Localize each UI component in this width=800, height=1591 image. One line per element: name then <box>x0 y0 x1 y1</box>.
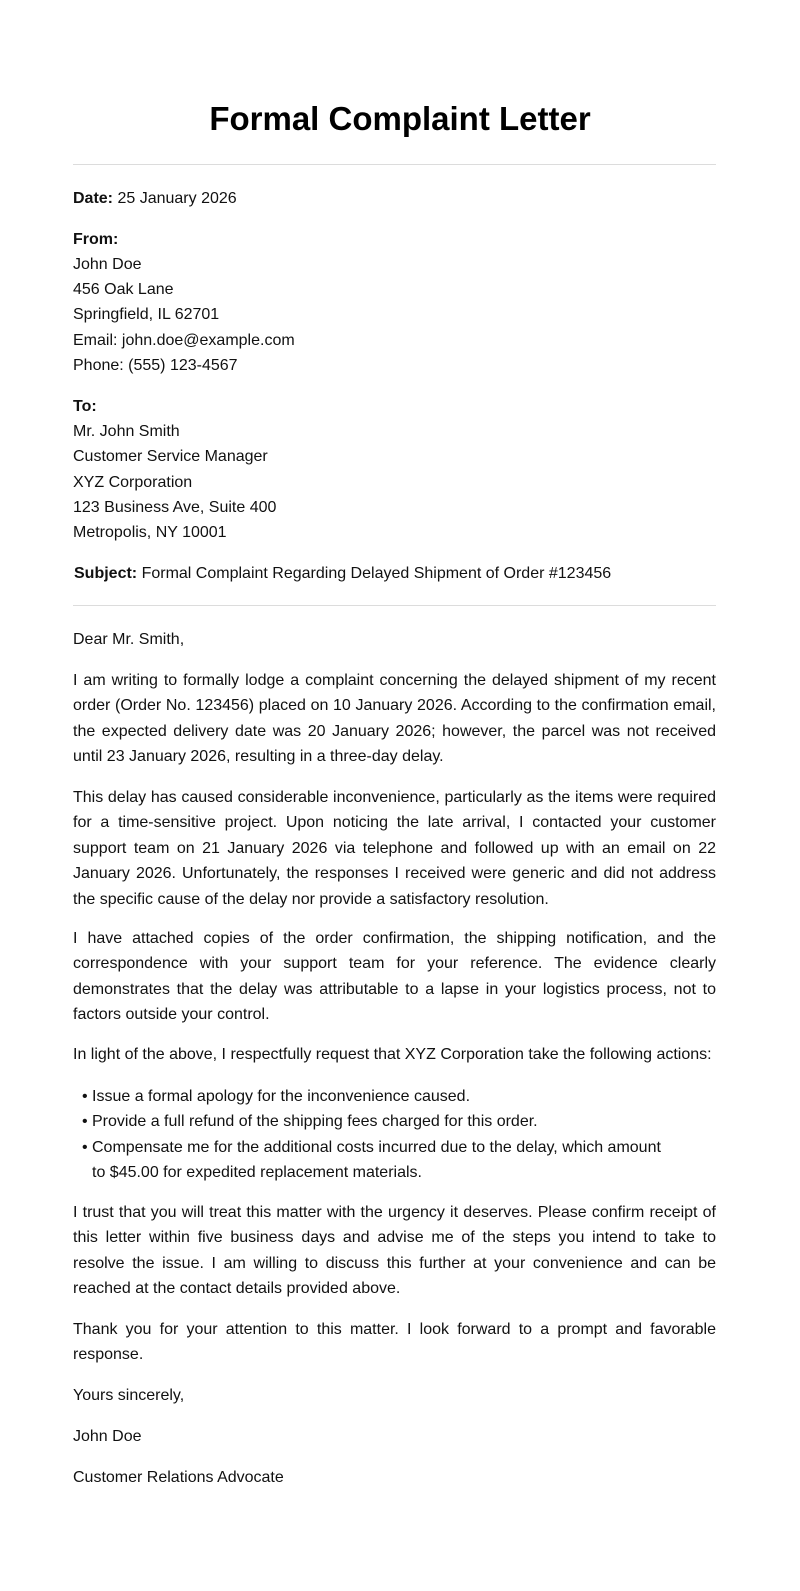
to-street: 123 Business Ave, Suite 400 <box>73 499 277 516</box>
from-email: Email: john.doe@example.com <box>73 332 295 349</box>
from-street: 456 Oak Lane <box>73 281 174 298</box>
bullet-icon: • <box>82 1113 88 1131</box>
bullet-icon: • <box>82 1088 88 1105</box>
subject-label: Subject: <box>74 565 138 582</box>
request-list <box>73 1084 716 1186</box>
list-item <box>73 1084 716 1109</box>
salutation: Dear Mr. Smith, <box>73 631 185 648</box>
subject-divider <box>73 605 716 606</box>
page-title: Formal Complaint Letter <box>209 100 591 137</box>
to-company: XYZ Corporation <box>73 474 193 491</box>
subject-value: Formal Complaint Regarding Delayed Shipment of Order #123456 <box>141 565 612 582</box>
from-phone: Phone: (555) 123-4567 <box>73 357 238 374</box>
from-label: From: <box>73 231 119 248</box>
date-label: Date: <box>73 190 114 207</box>
bullet-icon: • <box>82 1138 88 1156</box>
request-text: Provide a full refund of the shipping fees charged for this order. <box>92 1113 538 1131</box>
signature-name: John Doe <box>73 1428 142 1445</box>
to-city: Metropolis, NY 10001 <box>73 524 227 541</box>
body-paragraph-4: In light of the above, I respectfully request that XYZ Corporation take the following actions: <box>73 1046 712 1063</box>
to-name: Mr. John Smith <box>73 423 180 440</box>
list-item <box>73 1135 716 1186</box>
body-paragraph-3: I have attached copies of the order confirmation, the shipping notification, and the correspondence with your support team for your reference. The evidence clearly demonstrates that the delay was attributable to a lapse in your logistics process, not to factors outside your control. <box>73 930 716 1024</box>
closing-paragraph-1: I trust that you will treat this matter with the urgency it deserves. Please confirm receipt of this letter within five business days and advise me of the steps you intend to take to resolve the issue. I am willing to discuss this further at your convenience and can be reached at the contact details provided above. <box>73 1204 716 1298</box>
sign-off: Yours sincerely, <box>73 1387 185 1404</box>
date-value: 25 January 2026 <box>117 190 237 207</box>
signature-title: Customer Relations Advocate <box>73 1469 284 1486</box>
from-name: John Doe <box>73 256 142 273</box>
to-title: Customer Service Manager <box>73 448 268 465</box>
request-text: Compensate me for the additional costs incurred due to the delay, which amount to $45.00 for expedited replacement materials. <box>92 1138 661 1182</box>
body-paragraph-1: I am writing to formally lodge a complaint concerning the delayed shipment of my recent order (Order No. 123456) placed on 10 January 2026. According to the confirmation email, the expected delivery date was 20 January 2026; however, the parcel was not received until 23 January 2026, resulting in a three-day delay. <box>73 672 716 766</box>
to-label: To: <box>73 398 97 415</box>
date-line <box>73 186 237 211</box>
list-item <box>73 1109 716 1134</box>
request-text: Issue a formal apology for the inconvenience caused. <box>92 1088 471 1105</box>
subject-line <box>74 561 611 586</box>
body-paragraph-2: This delay has caused considerable inconvenience, particularly as the items were required for a time-sensitive project. Upon noticing the late arrival, I contacted your customer support team on 21 January 2026 via telephone and followed up with an email on 22 January 2026. Unfortunately, the responses I received were generic and did not address the specific cause of the delay nor provide a satisfactory resolution. <box>73 789 716 908</box>
header-divider <box>73 164 716 165</box>
from-city: Springfield, IL 62701 <box>73 306 220 323</box>
closing-paragraph-2: Thank you for your attention to this matter. I look forward to a prompt and favorable response. <box>73 1321 716 1364</box>
